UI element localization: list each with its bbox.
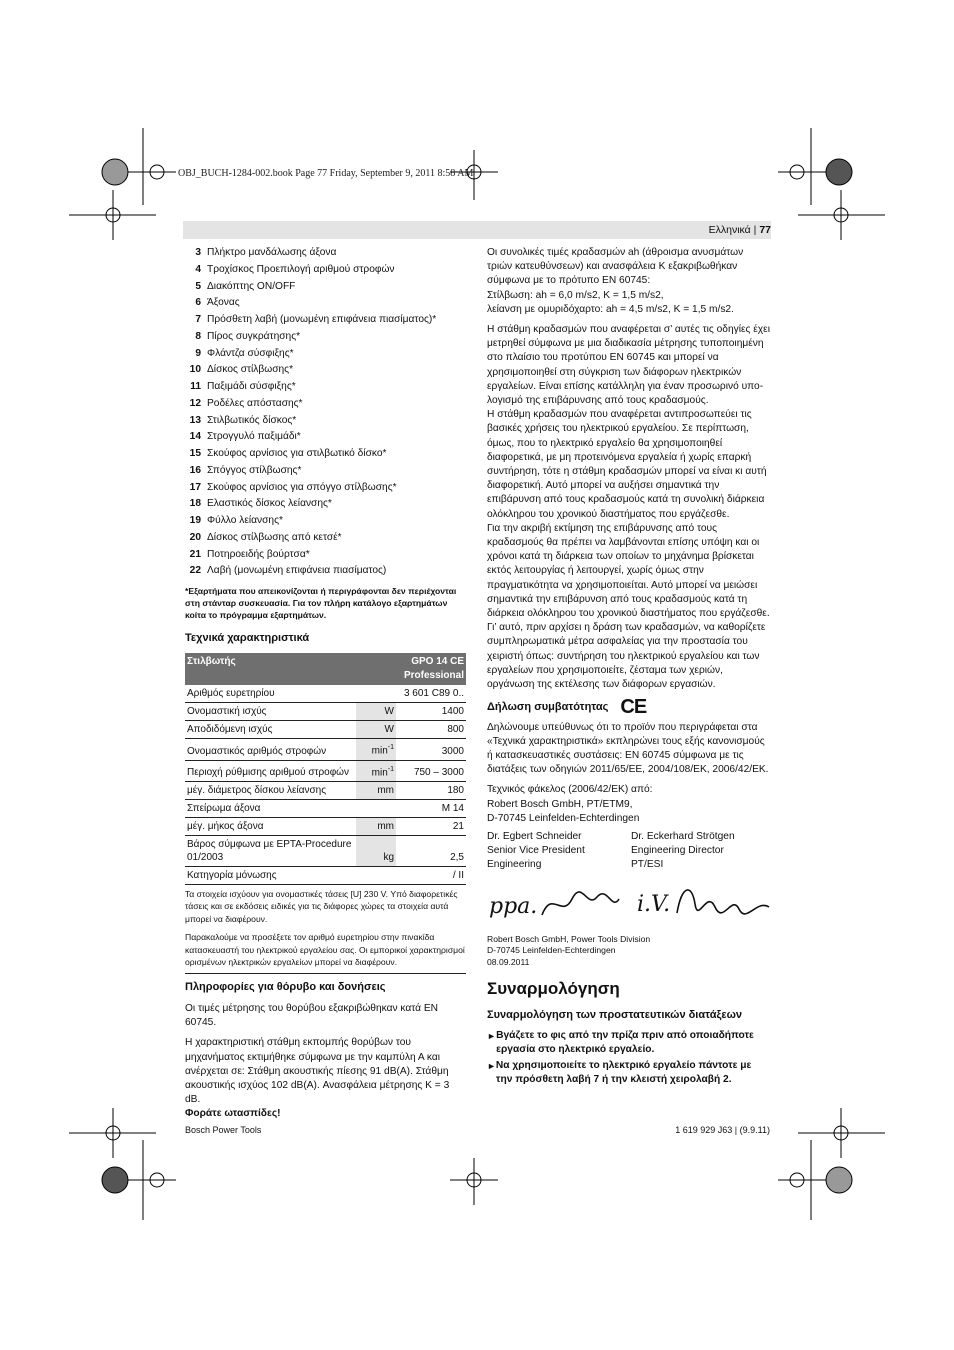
item-number: 14	[189, 431, 201, 443]
tech-heading: Τεχνικά χαρακτηριστικά	[185, 632, 310, 644]
item-number: 7	[195, 314, 201, 325]
spec-label: Περιοχή ρύθμισης αριθμού στροφών	[185, 760, 356, 781]
item-number: 20	[189, 531, 201, 543]
list-item	[185, 447, 466, 464]
vib-p3: λείανση με ομυριδόχαρτο: ah = 4,5 m/s2, K = 1,5 m/s2.	[487, 303, 734, 315]
spec-label: Αποδιδόμενη ισχύς	[185, 721, 356, 739]
spec-head-left: Στιλβωτής	[185, 653, 396, 685]
assembly-subheading: Συναρμολόγηση των προστατευτικών διατάξεων	[487, 1009, 742, 1022]
bullet-arrow-icon: ►	[487, 1030, 496, 1041]
spec-label: μέγ. διάμετρος δίσκου λείανσης	[185, 781, 356, 799]
item-number: 15	[189, 448, 201, 459]
vib-p1: Οι συνολικές τιμές κραδασμών ah (άθροισμα ανυσμάτων τριών κατευθύνσεων) και ανασφάλεια K εξακριβωθήκαν σύμφωνα με το πρότυπο EN 60745:	[487, 247, 744, 287]
item-label: Δίσκος στίλβωσης*	[207, 364, 294, 376]
spec-value: 21	[396, 817, 466, 835]
list-item	[185, 246, 466, 263]
spec-unit: kg	[356, 835, 396, 866]
item-label: Λαβή (μονωμένη επιφάνεια πιασίματος)	[207, 565, 387, 577]
spec-unit: W	[356, 703, 396, 721]
item-number: 22	[189, 565, 201, 577]
item-label: Στιλβωτικός δίσκος*	[207, 414, 297, 426]
assembly-heading: Συναρμολόγηση	[487, 979, 620, 999]
address-2: D-70745 Leinfelden-Echterdingen	[487, 945, 616, 956]
list-item	[185, 481, 466, 498]
item-number: 3	[195, 247, 201, 258]
signatures-image	[487, 879, 770, 929]
list-item	[185, 497, 466, 514]
item-number: 12	[189, 397, 201, 409]
spec-unit: mm	[356, 781, 396, 799]
item-label: Τροχίσκος Προεπιλογή αριθμού στροφών	[207, 263, 395, 275]
item-label: Ποτηροειδής βούρτσα*	[207, 548, 310, 560]
vib-p7: Γι’ αυτό, πριν αρχίσει η δράση των κραδασμών, να καθορίζετε συμπληρωματικά μέτρα ασφαλείας για την προστασία του χειριστή όπως: συντήρηση του ηλεκτρικού εργαλείου και των εργαλείων που χρησιμοποιείτε, ζέσταμα των χεριών, οργάνωση της εκτέλεσης των διάφορων εργασιών.	[487, 622, 766, 691]
spec-value: 180	[396, 781, 466, 799]
table-row	[185, 739, 466, 760]
footer-left: Bosch Power Tools	[185, 1125, 262, 1135]
spec-value: 800	[396, 721, 466, 739]
item-label: Πρόσθετη λαβή (μονωμένη επιφάνεια πιασίματος)*	[207, 314, 437, 325]
item-number: 19	[189, 515, 201, 526]
item-number: 21	[189, 548, 201, 560]
assembly-bullet-2: ► Να χρησιμοποιείτε το ηλεκτρικό εργαλείο πάντοτε με την πρόσθετη λαβή 7 ή την κλειστή χειρολαβή 2.	[487, 1059, 770, 1087]
parts-list	[185, 246, 466, 581]
list-item	[185, 296, 466, 313]
item-number: 9	[195, 347, 201, 359]
vib-p2: Στίλβωση: ah = 6,0 m/s2, K = 1,5 m/s2,	[487, 289, 664, 301]
list-item	[185, 397, 466, 414]
spec-label: Κατηγορία μόνωσης	[185, 866, 356, 884]
conformity-heading-row	[487, 696, 770, 719]
spec-unit: $\min^{-1}$	[356, 760, 396, 781]
item-label: Παξιμάδι σύσφιξης*	[207, 381, 296, 392]
page-header: Ελληνικά | 77	[708, 224, 771, 236]
list-item	[185, 313, 466, 330]
list-item	[185, 330, 466, 347]
item-label: Σκούφος αρνίσιος για στιλβωτικό δίσκο*	[207, 448, 387, 459]
table-row	[185, 721, 466, 739]
conformity-p1: Δηλώνουμε υπεύθυνως ότι το προϊόν που περιγράφεται στα «Τεχνικά χαρακτηριστικά» εκπληρώνει τους εξής κανονισμούς ή κατασκευαστικές συστάσεις: EN 60745 σύμφωνα με τις διατάξεις των οδηγιών 2011/65/ΕΕ, 2004/108/ΕΚ, 2006/42/ΕΚ.	[487, 721, 769, 776]
spec-unit	[356, 799, 396, 817]
list-item	[185, 430, 466, 447]
spec-unit: W	[356, 721, 396, 739]
spec-head-right: GPO 14 CE Professional	[396, 653, 466, 685]
table-row	[185, 760, 466, 781]
vib-p5: Η στάθμη κραδασμών που αναφέρεται αντιπροσωπεύει τις βασικές χρήσεις του ηλεκτρικού εργαλείου. Σε περίπτωση, όμως, που το ηλεκτρικό εργαλείο θα χρησιμοποιηθεί διαφορετικά, με μη προτεινόμενα εργαλεία ή χωρίς επαρκή συντήρηση, τότε η στάθμη κραδασμών μπορεί να είναι κι αυτή διαφορετική. Αυτό μπορεί να αυξήσει σημαντικά την επιβάρυνση από τους κραδασμούς κατά τη συνολική διάρκεια ολόκληρου του χρονικού διαστήματος που εργάζεσθε.	[487, 409, 767, 520]
list-item	[185, 263, 466, 280]
header-bar	[183, 221, 771, 239]
header-language: Ελληνικά	[708, 224, 751, 236]
noise-p1: Οι τιμές μέτρησης του θορύβου εξακριβώθηκαν κατά EN 60745.	[185, 1003, 439, 1029]
vib-p6: Για την ακριβή εκτίμηση της επιβάρυνσης από τους κραδασμούς θα πρέπει να λαμβάνονται επίσης υπόψη και οι χρόνοι κατά τη διάρκεια των οποίων το μηχάνημα βρίσκεται εκτός λειτουργίας ή λειτουργεί, χωρίς όμως στην πραγματικότητα να χρησιμοποιείται. Αυτό μπορεί να μειώσει σημαντικά την επιβάρυνση από τους κραδασμούς κατά τη διάρκεια ολόκληρου του χρονικού διαστήματος που εργάζεσθε.	[487, 522, 770, 620]
spec-table	[185, 653, 466, 885]
address-date: 08.09.2011	[487, 956, 530, 967]
list-item	[185, 280, 466, 297]
spec-label: Βάρος σύμφωνα με EPTA-Procedure 01/2003	[185, 835, 356, 866]
table-row	[185, 703, 466, 721]
spec-label: Αριθμός ευρετηρίου	[185, 685, 356, 703]
assembly-bullet-1: ► Βγάζετε το φις από την πρίζα πριν από οποιαδήποτε εργασία στο ηλεκτρικό εργαλείο.	[487, 1029, 770, 1057]
spec-value: 2,5	[396, 835, 466, 866]
spec-label: μέγ. μήκος άξονα	[185, 817, 356, 835]
spec-unit	[356, 685, 396, 703]
page-number: 77	[759, 224, 771, 236]
table-row	[185, 866, 466, 884]
list-item	[185, 531, 466, 548]
list-item	[185, 564, 466, 581]
table-row	[185, 817, 466, 835]
item-number: 11	[190, 381, 201, 392]
tech-note-1: Τα στοιχεία ισχύουν για ονομαστικές τάσεις [U] 230 V. Υπό διαφορετικές τάσεις και σε εκδόσεις ειδικές για τις διάφορες χώρες τα στοιχεία αυτά μπορεί να διαφέρουν.	[185, 888, 458, 924]
spec-unit	[356, 866, 396, 884]
item-label: Στρογγυλό παξιμάδι*	[207, 431, 301, 443]
spec-label: Ονομαστικός αριθμός στροφών	[185, 739, 356, 760]
conformity-p2a: Τεχνικός φάκελος (2006/42/ΕΚ) από:	[487, 784, 653, 796]
bullet-arrow-icon: ►	[487, 1061, 496, 1072]
list-item	[185, 380, 466, 397]
item-label: Διακόπτης ON/OFF	[207, 280, 296, 292]
conformity-p2b: Robert Bosch GmbH, PT/ETM9,	[487, 798, 633, 810]
parts-note: *Εξαρτήματα που απεικονίζονται ή περιγράφονται δεν περιέχονται στη στάνταρ συσκευασία. Για τον πλήρη κατάλογο εξαρτημάτων κοίτα το πρόγραμμα εξαρτημάτων.	[185, 586, 457, 620]
spec-value: 1400	[396, 703, 466, 721]
spec-label: Σπείρωμα άξονα	[185, 799, 356, 817]
spec-label: Ονομαστική ισχύς	[185, 703, 356, 721]
signatory-left: Dr. Egbert Schneider Senior Vice President Engineering	[487, 830, 585, 871]
right-column	[487, 246, 770, 1089]
item-number: 6	[195, 297, 201, 309]
item-number: 18	[189, 498, 201, 510]
signatories	[487, 830, 770, 873]
item-number: 13	[189, 414, 201, 426]
print-slug: OBJ_BUCH-1284-002.book Page 77 Friday, September 9, 2011 8:58 AM	[178, 168, 474, 179]
list-item	[185, 347, 466, 364]
item-label: Ροδέλες απόστασης*	[207, 397, 303, 409]
item-number: 10	[189, 364, 201, 376]
item-label: Φύλλο λείανσης*	[207, 515, 283, 526]
item-number: 8	[195, 330, 201, 342]
item-label: Φλάντζα σύσφιξης*	[207, 347, 294, 359]
item-number: 5	[195, 280, 201, 292]
item-label: Ελαστικός δίσκος λείανσης*	[207, 498, 332, 510]
tech-note-2: Παρακαλούμε να προσέξετε τον αριθμό ευρετηρίου στην πινακίδα κατασκευαστή του ηλεκτρικού εργαλείου σας. Οι εμπορικοί χαρακτηρισμοί ορισμένων ηλεκτρικών εργαλείων μπορεί να διαφέρουν.	[185, 931, 466, 974]
spec-value: 3000	[396, 739, 466, 760]
item-label: Πίρος συγκράτησης*	[207, 330, 301, 342]
table-row	[185, 799, 466, 817]
item-label: Δίσκος στίλβωσης από κετσέ*	[207, 531, 342, 543]
noise-heading: Πληροφορίες για θόρυβο και δονήσεις	[185, 980, 386, 993]
spec-value: 3 601 C89 0..	[396, 685, 466, 703]
list-item	[185, 414, 466, 431]
signature-left-prefix: ppa.	[489, 893, 538, 919]
table-row	[185, 685, 466, 703]
list-item	[185, 464, 466, 481]
left-column	[185, 246, 466, 1122]
item-label: Άξονας	[207, 297, 240, 309]
vib-p4: Η στάθμη κραδασμών που αναφέρεται σ’ αυτές τις οδηγίες έχει μετρηθεί σύμφωνα με μια διαδικασία μέτρησης τυποποιημένη στο πλαίσιο του προτύπου EN 60745 και μπορεί να χρησιμοποιηθεί στη σύγκριση των διάφορων ηλεκτρικών εργαλείων. Είναι επίσης κατάλληλη για έναν προσωρινό υπο-λογισμό της επιβάρυνσης από τους κραδασμούς.	[487, 324, 770, 407]
spec-value: M 14	[396, 799, 466, 817]
item-number: 4	[195, 263, 201, 275]
spec-value: / II	[396, 866, 466, 884]
item-label: Σκούφος αρνίσιος για σπόγγο στίλβωσης*	[207, 481, 397, 493]
item-number: 16	[189, 464, 201, 476]
noise-p3: Φοράτε ωτασπίδες!	[185, 1108, 281, 1120]
list-item	[185, 514, 466, 531]
spec-value: 750 – 3000	[396, 760, 466, 781]
footer-right: 1 619 929 J63 | (9.9.11)	[675, 1125, 770, 1135]
table-row	[185, 835, 466, 866]
list-item	[185, 363, 466, 380]
signatory-right: Dr. Eckerhard Strötgen Engineering Director PT/ESI	[631, 830, 735, 871]
table-row	[185, 781, 466, 799]
spec-unit: $\min^{-1}$	[356, 739, 396, 760]
item-number: 17	[189, 481, 201, 493]
item-label: Πλήκτρο μανδάλωσης άξονα	[207, 247, 337, 258]
conformity-p2c: D-70745 Leinfelden-Echterdingen	[487, 812, 640, 824]
spec-unit: mm	[356, 817, 396, 835]
conformity-heading: Δήλωση συμβατότητας	[487, 701, 609, 714]
address-1: Robert Bosch GmbH, Power Tools Division	[487, 933, 651, 944]
item-label: Σπόγγος στίλβωσης*	[207, 464, 302, 476]
list-item	[185, 548, 466, 565]
noise-p2: Η χαρακτηριστική στάθμη εκπομπής θορύβων του μηχανήματος εκτιμήθηκε σύμφωνα με την καμπύλη Α και ανέρχεται σε: Στάθμη ακουστικής πίεσης 91 dB(A). Στάθμη ακουστικής ισχύος 102 dB(A). Ανασφάλεια μέτρησης K = 3 dB.	[185, 1037, 450, 1106]
signature-right-prefix: i.V.	[637, 891, 671, 917]
ce-mark-icon: CE	[620, 696, 647, 719]
